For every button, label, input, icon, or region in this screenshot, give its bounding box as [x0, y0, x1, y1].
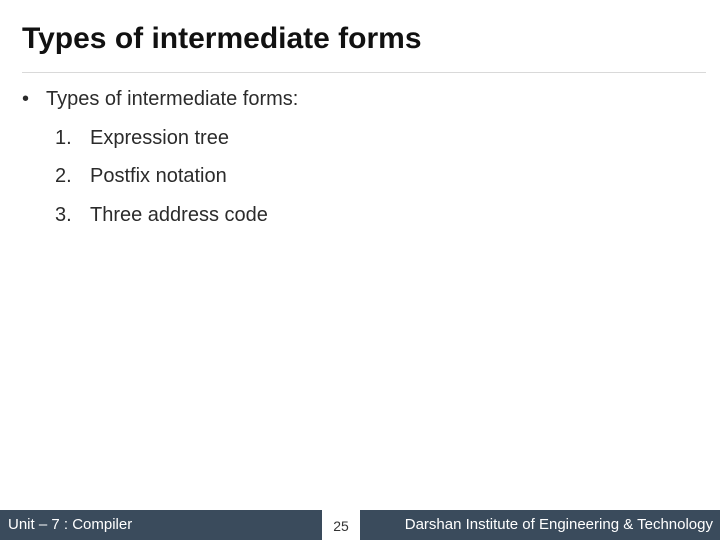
list-text: Three address code [90, 204, 268, 226]
page-number-box [322, 510, 360, 540]
bullet-text: Types of intermediate forms: [46, 88, 299, 110]
footer-unit: Unit – 7 : Compiler [8, 516, 133, 533]
list-item [55, 204, 268, 227]
list-text: Postfix notation [90, 165, 227, 187]
list-item [55, 165, 227, 188]
list-item [55, 127, 229, 150]
slide-title: Types of intermediate forms [22, 22, 422, 55]
list-text: Expression tree [90, 127, 229, 149]
bullet-marker: • [22, 88, 30, 110]
footer-institute: Darshan Institute of Engineering & Technology [404, 516, 713, 533]
list-number: 2. [55, 165, 72, 187]
list-number: 3. [55, 204, 72, 226]
title-divider [22, 72, 706, 73]
page-number: 25 [333, 518, 349, 534]
footer-bar [0, 510, 720, 540]
list-number: 1. [55, 127, 72, 149]
bullet-point [22, 88, 298, 111]
